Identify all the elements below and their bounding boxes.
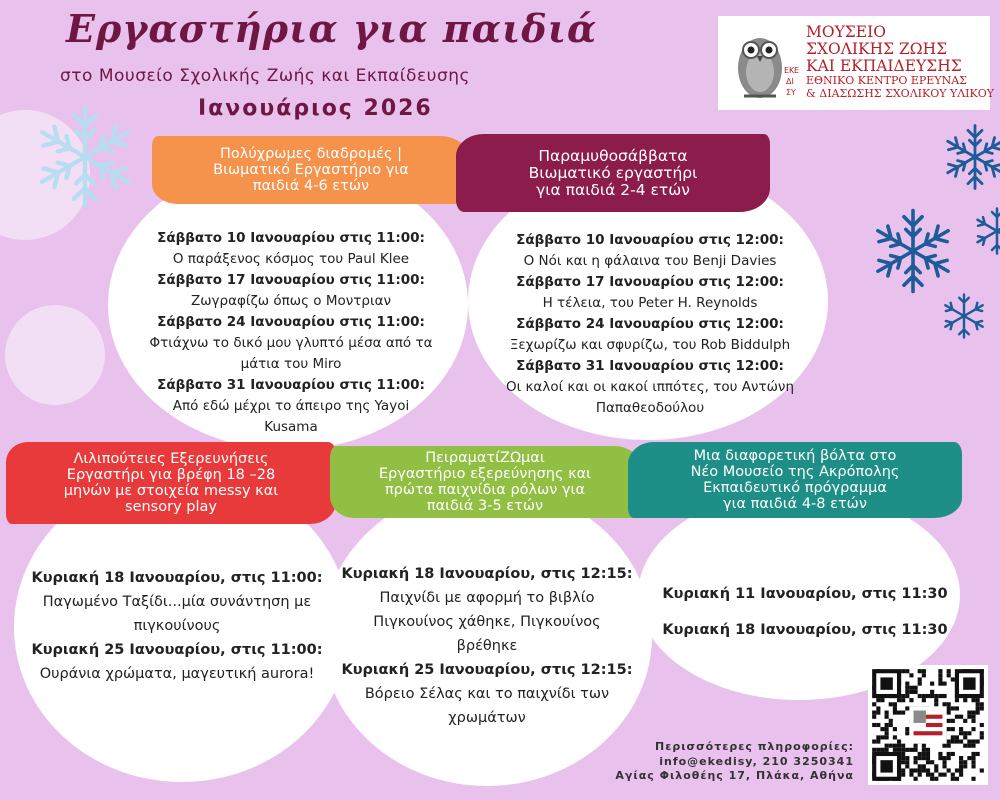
session-date: Σάββατο 24 Ιανουαρίου στις 12:00: [516, 316, 784, 332]
qr-code-icon[interactable] [868, 665, 988, 785]
session-date: Σάββατο 31 Ιανουαρίου στις 11:00: [157, 377, 425, 393]
session-title: Kusama [264, 419, 318, 435]
session-title: Ο Νόι και η φάλαινα του Benji Davies [523, 253, 777, 269]
page-subtitle: στο Μουσείο Σχολικής Ζωής και Εκπαίδευσης [60, 66, 471, 86]
logo-subtitle: ΕΘΝΙΚΟ ΚΕΝΤΡΟ ΕΡΕΥΝΑΣ & ΔΙΑΣΩΣΗΣ ΣΧΟΛΙΚΟΥ ΥΛΙΚΟΥ [806, 74, 995, 100]
session-title: Η τέλεια, του Peter H. Reynolds [542, 295, 758, 311]
session-title: πιγκουίνους [133, 618, 221, 634]
logo-name: ΜΟΥΣΕΙΟ ΣΧΟΛΙΚΗΣ ΖΩΗΣ ΚΑΙ ΕΚΠΑΙΔΕΥΣΗΣ [806, 23, 962, 75]
session-title: Παγωμένο Ταξίδι...μία συνάντηση με [42, 594, 312, 610]
session-date: Κυριακή 25 Ιανουαρίου, στις 11:00: [31, 642, 323, 658]
workshop-banner-peiramatizomai: ΠειραματίΖΩμαι Εργαστήριο εξερεύνησης και πρώτα παιχνίδια ρόλων για παιδιά 3-5 ετών [330, 446, 640, 518]
contact-email-phone[interactable]: info@ekedisy, 210 3250341 [659, 754, 854, 768]
session-date: Κυριακή 25 Ιανουαρίου, στις 12:15: [341, 662, 633, 678]
snowflake-icon [30, 102, 140, 212]
session-title: βρέθηκε [456, 638, 518, 654]
session-title: Ουράνια χρώματα, μαγευτική aurora! [39, 666, 315, 682]
logo-mark-sy: ΣΥ [786, 88, 796, 97]
session-title: Παπαθεοδούλου [595, 400, 705, 416]
workshop-banner-lilliputian-explorations: Λιλιπούτειες Εξερευνήσεις Εργαστήρι για βρέφη 18 –28 μηνών με στοιχεία messy και sensory play [6, 442, 336, 524]
snowflake-icon [868, 206, 958, 296]
logo-mark-di: ΔΙ [786, 77, 794, 86]
contact-heading: Περισσότερες πληροφορίες: [655, 740, 854, 753]
session-date: Σάββατο 31 Ιανουαρίου στις 12:00: [516, 358, 784, 374]
workshop-schedule-lilliputian-explorations [10, 566, 344, 686]
session-date: Κυριακή 18 Ιανουαρίου, στις 11:30 [662, 622, 948, 638]
session-title: Οι καλοί και οι κακοί ιππότες, του Αντώνη [505, 379, 795, 395]
session-date: Σάββατο 17 Ιανουαρίου στις 11:00: [157, 272, 425, 288]
workshop-banner-fairytale-saturdays: Παραμυθοσάββατα Βιωματικό εργαστήρι για παιδιά 2-4 ετών [456, 134, 770, 212]
session-title: Πιγκουίνος χάθηκε, Πιγκουίνος [373, 614, 601, 630]
session-title: μάτια του Miro [240, 356, 342, 372]
bg-circle [5, 305, 105, 405]
session-date: Κυριακή 11 Ιανουαρίου, στις 11:30 [662, 586, 948, 602]
contact-address: Αγίας Φιλοθέης 17, Πλάκα, Αθήνα [615, 769, 854, 782]
session-title: Παιχνίδι με αφορμή το βιβλίο [379, 590, 595, 606]
session-date: Σάββατο 24 Ιανουαρίου στις 11:00: [157, 314, 425, 330]
workshop-schedule-colorful-routes [118, 228, 464, 438]
contact-info [615, 740, 854, 784]
workshop-schedule-acropolis-museum [650, 576, 960, 648]
snowflake-icon [940, 292, 988, 340]
page-month: Ιανουάριος 2026 [198, 96, 433, 121]
session-date: Κυριακή 18 Ιανουαρίου, στις 12:15: [341, 566, 633, 582]
session-title: Φτιάχνω το δικό μου γλυπτό μέσα από τα [149, 335, 433, 351]
logo-mark-ek: ΕΚ [784, 66, 795, 75]
session-title: Ζωγραφίζω όπως ο Μοντριαν [190, 293, 392, 309]
session-title: Ο παράξενος κόσμος του Paul Klee [172, 251, 410, 267]
session-title: χρωμάτων [448, 710, 526, 726]
workshop-schedule-peiramatizomai [326, 562, 648, 730]
snowflake-icon [940, 122, 1000, 192]
session-date: Σάββατο 10 Ιανουαρίου στις 11:00: [157, 230, 425, 246]
session-date: Σάββατο 10 Ιανουαρίου στις 12:00: [516, 232, 784, 248]
workshop-schedule-fairytale-saturdays [480, 230, 820, 419]
session-title: Βόρειο Σέλας και το παιχνίδι των [364, 686, 610, 702]
workshop-banner-acropolis-museum: Μια διαφορετική βόλτα στο Νέο Μουσείο της Ακρόπολης Εκπαιδευτικό πρόγραμμα για παιδιά 4-8 ετών [628, 442, 962, 518]
session-date: Σάββατο 17 Ιανουαρίου στις 12:00: [516, 274, 784, 290]
snowflake-icon [972, 206, 1000, 256]
page-title: Εργαστήρια για παιδιά [66, 6, 598, 51]
session-date: Κυριακή 18 Ιανουαρίου, στις 11:00: [31, 570, 323, 586]
workshop-banner-colorful-routes: Πολύχρωμες διαδρομές | Βιωματικό Εργαστήριο για παιδιά 4-6 ετών [152, 136, 470, 204]
logo-mark-e: Ε [794, 66, 800, 75]
session-title: Από εδώ μέχρι το άπειρο της Yayoi [172, 398, 410, 414]
museum-logo [718, 16, 995, 110]
session-title: Ξεχωρίζω και σφυρίζω, του Rob Biddulph [509, 337, 791, 353]
